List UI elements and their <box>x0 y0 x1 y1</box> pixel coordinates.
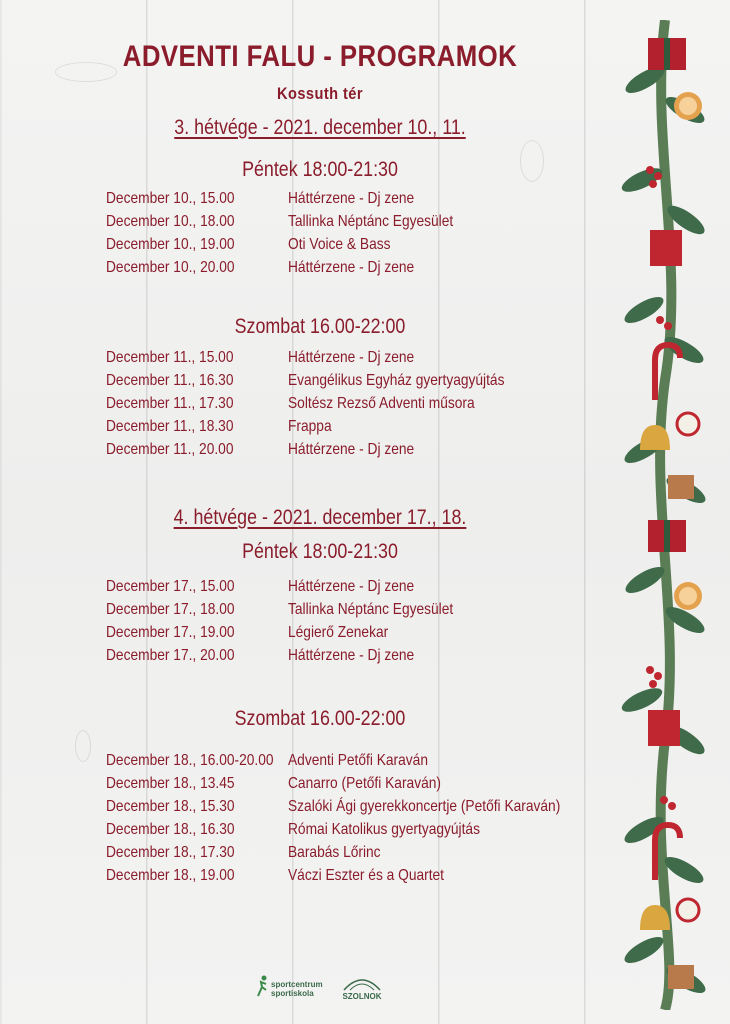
program-event: Soltész Rezső Adventi műsora <box>288 395 475 412</box>
program-date: December 10., 19.00 <box>106 236 235 253</box>
program-event: Háttérzene - Dj zene <box>288 259 415 276</box>
program-date: December 11., 20.00 <box>106 441 234 458</box>
program-date: December 10., 20.00 <box>106 259 235 276</box>
program-event: Canarro (Petőfi Karaván) <box>288 775 441 792</box>
program-date: December 18., 16.00-20.00 <box>106 752 274 769</box>
program-date: December 17., 15.00 <box>106 578 235 595</box>
program-date: December 10., 15.00 <box>106 190 235 207</box>
program-date: December 11., 15.00 <box>106 349 234 366</box>
logo-text-top: SZOLNOK <box>342 992 382 1001</box>
page-subtitle: Kossuth tér <box>277 84 363 103</box>
logo-text-bottom: sportiskola <box>271 989 314 998</box>
program-event: Váczi Eszter és a Quartet <box>288 867 445 884</box>
program-event: Oti Voice & Bass <box>288 236 391 253</box>
program-event: Háttérzene - Dj zene <box>288 190 415 207</box>
program-event: Római Katolikus gyertyagyújtás <box>288 821 480 838</box>
program-date: December 10., 18.00 <box>106 213 235 230</box>
day-heading: Péntek 18:00-21:30 <box>242 158 398 181</box>
program-event: Frappa <box>288 418 332 435</box>
runner-logo-icon <box>255 974 269 998</box>
week-heading: 4. hétvége - 2021. december 17., 18. <box>173 506 467 529</box>
program-event: Barabás Lőrinc <box>288 844 381 861</box>
program-date: December 18., 13.45 <box>106 775 235 792</box>
program-event: Háttérzene - Dj zene <box>288 647 415 664</box>
page-title: ADVENTI FALU - PROGRAMOK <box>122 40 518 73</box>
program-event: Szalóki Ági gyerekkoncertje (Petőfi Karaván) <box>288 798 561 815</box>
szolnok-logo <box>342 974 382 1001</box>
program-event: Tallinka Néptánc Egyesület <box>288 601 454 618</box>
program-date: December 18., 19.00 <box>106 867 235 884</box>
week-heading: 3. hétvége - 2021. december 10., 11. <box>174 116 466 139</box>
program-date: December 18., 17.30 <box>106 844 235 861</box>
program-event: Háttérzene - Dj zene <box>288 578 415 595</box>
program-date: December 17., 18.00 <box>106 601 235 618</box>
program-event: Háttérzene - Dj zene <box>288 441 415 458</box>
day-heading: Szombat 16.00-22:00 <box>234 315 406 338</box>
program-date: December 17., 19.00 <box>106 624 235 641</box>
program-event: Evangélikus Egyház gyertyagyújtás <box>288 372 505 389</box>
program-date: December 18., 15.30 <box>106 798 235 815</box>
christmas-garland <box>620 20 710 1010</box>
program-event: Légierő Zenekar <box>288 624 389 641</box>
program-date: December 17., 20.00 <box>106 647 235 664</box>
program-event: Adventi Petőfi Karaván <box>288 752 428 769</box>
day-heading: Péntek 18:00-21:30 <box>242 540 398 563</box>
program-date: December 11., 17.30 <box>106 395 234 412</box>
program-event: Háttérzene - Dj zene <box>288 349 415 366</box>
logo-text-top: sportcentrum <box>271 980 323 989</box>
city-logo-icon <box>342 974 382 992</box>
program-date: December 11., 18.30 <box>106 418 234 435</box>
program-date: December 18., 16.30 <box>106 821 235 838</box>
program-event: Tallinka Néptánc Egyesület <box>288 213 454 230</box>
program-date: December 11., 16.30 <box>106 372 234 389</box>
day-heading: Szombat 16.00-22:00 <box>234 707 406 730</box>
